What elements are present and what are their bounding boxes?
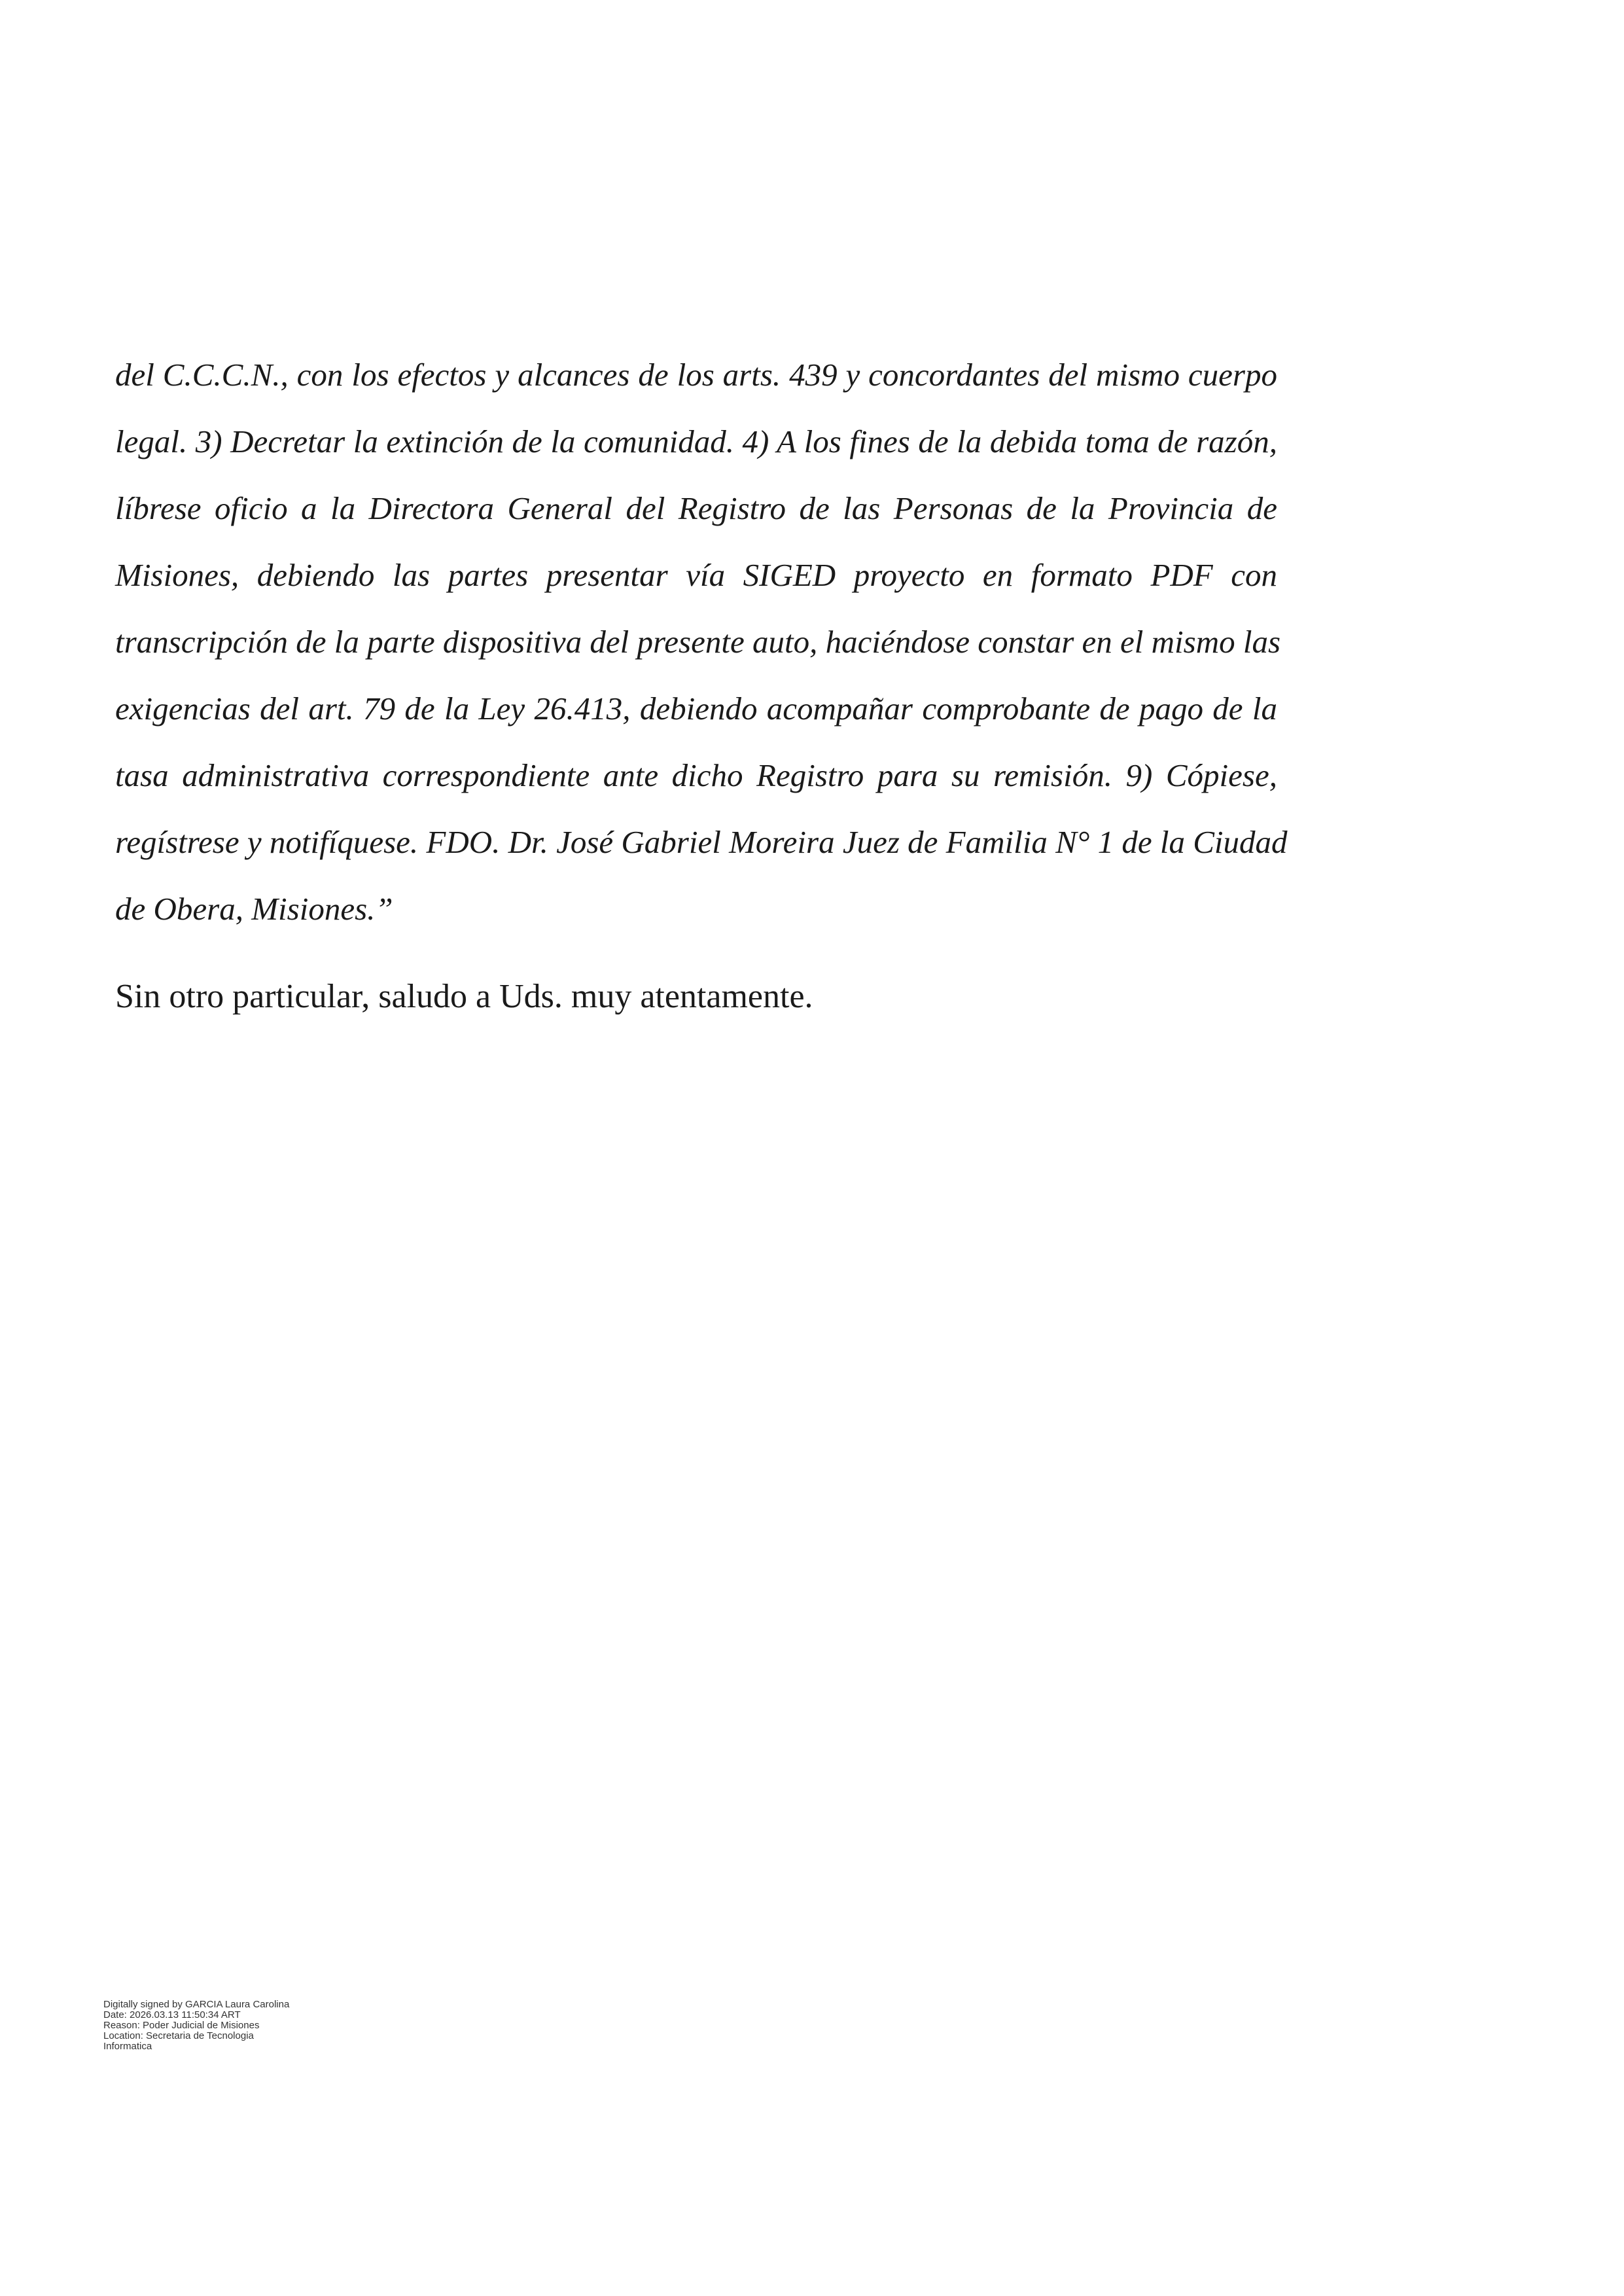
quote-line: Misiones, debiendo las partes presentar vía SIGED proyecto en formato PDF con bbox=[115, 557, 1277, 593]
quote-line: transcripción de la parte dispositiva del presente auto, haciéndose constar en el mismo las bbox=[115, 624, 1281, 660]
quote-line: de Obera, Misiones.” bbox=[115, 891, 393, 927]
quoted-resolution-text bbox=[115, 342, 1288, 942]
quote-line: tasa administrativa correspondiente ante dicho Registro para su remisión. 9) Cópiese, bbox=[115, 757, 1277, 793]
quote-line: del C.C.C.N., con los efectos y alcances de los arts. 439 y concordantes del mismo cuerpo bbox=[115, 357, 1277, 393]
closing-salutation: Sin otro particular, saludo a Uds. muy atentamente. bbox=[115, 978, 813, 1015]
digital-signature-stamp bbox=[103, 2000, 289, 2052]
quote-line: exigencias del art. 79 de la Ley 26.413, debiendo acompañar comprobante de pago de la bbox=[115, 691, 1277, 726]
quote-line: regístrese y notifíquese. FDO. Dr. José Gabriel Moreira Juez de Familia N° 1 de la Ciudad bbox=[115, 824, 1288, 860]
signature-location-cont: Informatica bbox=[103, 2041, 152, 2052]
signature-reason: Reason: Poder Judicial de Misiones bbox=[103, 2020, 260, 2031]
signature-date: Date: 2026.03.13 11:50:34 ART bbox=[103, 2009, 241, 2020]
quote-line: legal. 3) Decretar la extinción de la comunidad. 4) A los fines de la debida toma de razón, bbox=[115, 423, 1277, 459]
signature-location: Location: Secretaria de Tecnologia bbox=[103, 2030, 254, 2041]
quote-line: líbrese oficio a la Directora General del Registro de las Personas de la Provincia de bbox=[115, 490, 1277, 526]
signature-signer: Digitally signed by GARCIA Laura Carolina bbox=[103, 1999, 290, 2010]
